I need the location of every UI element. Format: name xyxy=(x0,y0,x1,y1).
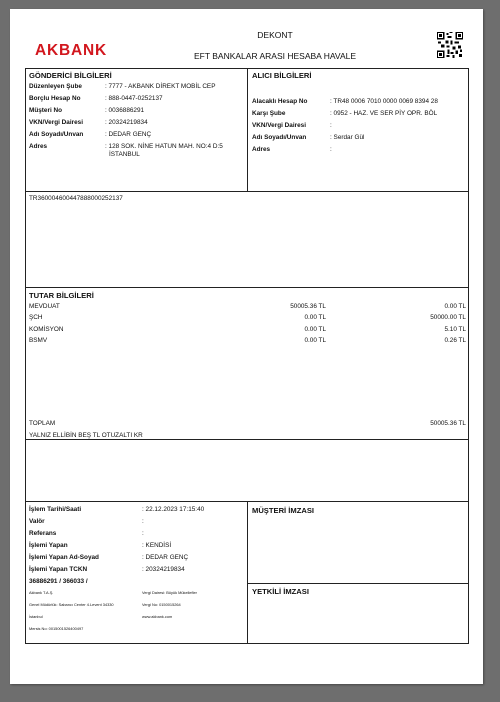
receiver-value: : TR48 0006 7010 0000 0069 8394 28 xyxy=(330,98,438,105)
amount-row-other: 5.10 TL xyxy=(444,326,466,333)
footer-address: Genel Müdürlük: Sabancı Center 4.Levent 34330 xyxy=(29,602,114,607)
transaction-value: : DEDAR GENÇ xyxy=(142,554,189,561)
footer-tax-office: Vergi Dairesi: Büyük Mükellefler xyxy=(142,590,197,595)
qr-code-icon xyxy=(437,32,463,58)
sender-value: : 20324219834 xyxy=(105,119,148,126)
document-title: DEKONT xyxy=(257,30,293,40)
amount-row-label: BSMV xyxy=(29,337,48,344)
transaction-label: İşlemi Yapan TCKN xyxy=(29,566,88,573)
sender-address-line2: İSTANBUL xyxy=(109,151,140,158)
transaction-value: : xyxy=(142,530,144,537)
amount-row-label: MEVDUAT xyxy=(29,303,60,310)
amount-in-words: YALNIZ ELLİBİN BEŞ TL OTUZALTI KR xyxy=(29,432,143,439)
receiver-label: Karşı Şube xyxy=(252,110,286,117)
amount-row-label: ŞCH xyxy=(29,314,43,321)
amount-row-label: KOMİSYON xyxy=(29,326,64,333)
footer-website: www.akbank.com xyxy=(142,614,173,619)
total-value: 50005.36 TL xyxy=(430,420,466,427)
footer-city: İstanbul xyxy=(29,614,43,619)
footer-mersis: Mersis No: 0015001526400497 xyxy=(29,626,84,631)
amount-row-other: 50000.00 TL xyxy=(430,314,466,321)
transaction-value: : 20324219834 xyxy=(142,566,185,573)
footer-company: Akbank T.A.Ş. xyxy=(29,590,54,595)
receiver-label: Adı Soyadı/Unvan xyxy=(252,134,307,141)
receiver-label: VKN/Vergi Dairesi xyxy=(252,122,306,129)
transaction-value: : 22.12.2023 17:15:40 xyxy=(142,506,205,513)
receiver-value: : xyxy=(330,122,332,129)
amount-row-value: 0.00 TL xyxy=(304,337,326,344)
amount-row-other: 0.26 TL xyxy=(444,337,466,344)
transaction-label: Valör xyxy=(29,518,45,525)
blank-box xyxy=(25,439,469,502)
transaction-value: : KENDİSİ xyxy=(142,542,172,549)
sender-section-title: GÖNDERİCİ BİLGİLERİ xyxy=(29,71,112,80)
description-box xyxy=(25,191,469,288)
description-text: TR360004600447888000252137 xyxy=(29,195,123,202)
footer-tax-no: Vergi No: 0150015264 xyxy=(142,602,181,607)
amount-row-value: 0.00 TL xyxy=(304,314,326,321)
sender-label: VKN/Vergi Dairesi xyxy=(29,119,83,126)
document-subtitle: EFT BANKALAR ARASI HESABA HAVALE xyxy=(193,51,357,61)
amount-row-value: 0.00 TL xyxy=(304,326,326,333)
receiver-value: : 0952 - HAZ. VE SER PİY OPR. BÖL xyxy=(330,110,438,117)
amounts-section-title: TUTAR BİLGİLERİ xyxy=(29,291,94,300)
sender-value: : 7777 - AKBANK DİREKT MOBİL CEP xyxy=(105,83,216,90)
sender-label: Adres xyxy=(29,143,48,150)
transaction-value: : xyxy=(142,518,144,525)
amount-row-other: 0.00 TL xyxy=(444,303,466,310)
amount-row-value: 50005.36 TL xyxy=(290,303,326,310)
receiver-label: Adres xyxy=(252,146,271,153)
total-label: TOPLAM xyxy=(29,420,56,427)
transaction-label: İşlemi Yapan xyxy=(29,542,68,549)
sender-label: Düzenleyen Şube xyxy=(29,83,82,90)
transaction-label: Referans xyxy=(29,530,57,537)
authorized-signature-label: YETKİLİ İMZASI xyxy=(252,587,309,596)
sender-value: : DEDAR GENÇ xyxy=(105,131,152,138)
akbank-logo: AKBANK xyxy=(35,42,107,59)
receiver-value: : xyxy=(330,146,332,153)
sender-value: : 888-0447-0252137 xyxy=(105,95,163,102)
sender-value: : 0036886291 xyxy=(105,107,145,114)
sender-label: Borçlu Hesap No xyxy=(29,95,81,102)
transaction-ref-code: 36886291 / 366033 / xyxy=(29,578,88,585)
receiver-label: Alacaklı Hesap No xyxy=(252,98,308,105)
sender-label: Adı Soyadı/Unvan xyxy=(29,131,84,138)
receiver-value: : Serdar Gül xyxy=(330,134,365,141)
sender-value: : 128 SOK. NİNE HATUN MAH. NO:4 D:5 xyxy=(105,143,223,150)
transaction-label: İşlem Tarihi/Saati xyxy=(29,506,82,513)
sender-label: Müşteri No xyxy=(29,107,63,114)
transaction-label: İşlemi Yapan Ad-Soyad xyxy=(29,554,99,561)
receipt-page xyxy=(10,9,483,684)
receiver-section-title: ALICI BİLGİLERİ xyxy=(252,71,312,80)
customer-signature-label: MÜŞTERİ İMZASI xyxy=(252,506,315,515)
